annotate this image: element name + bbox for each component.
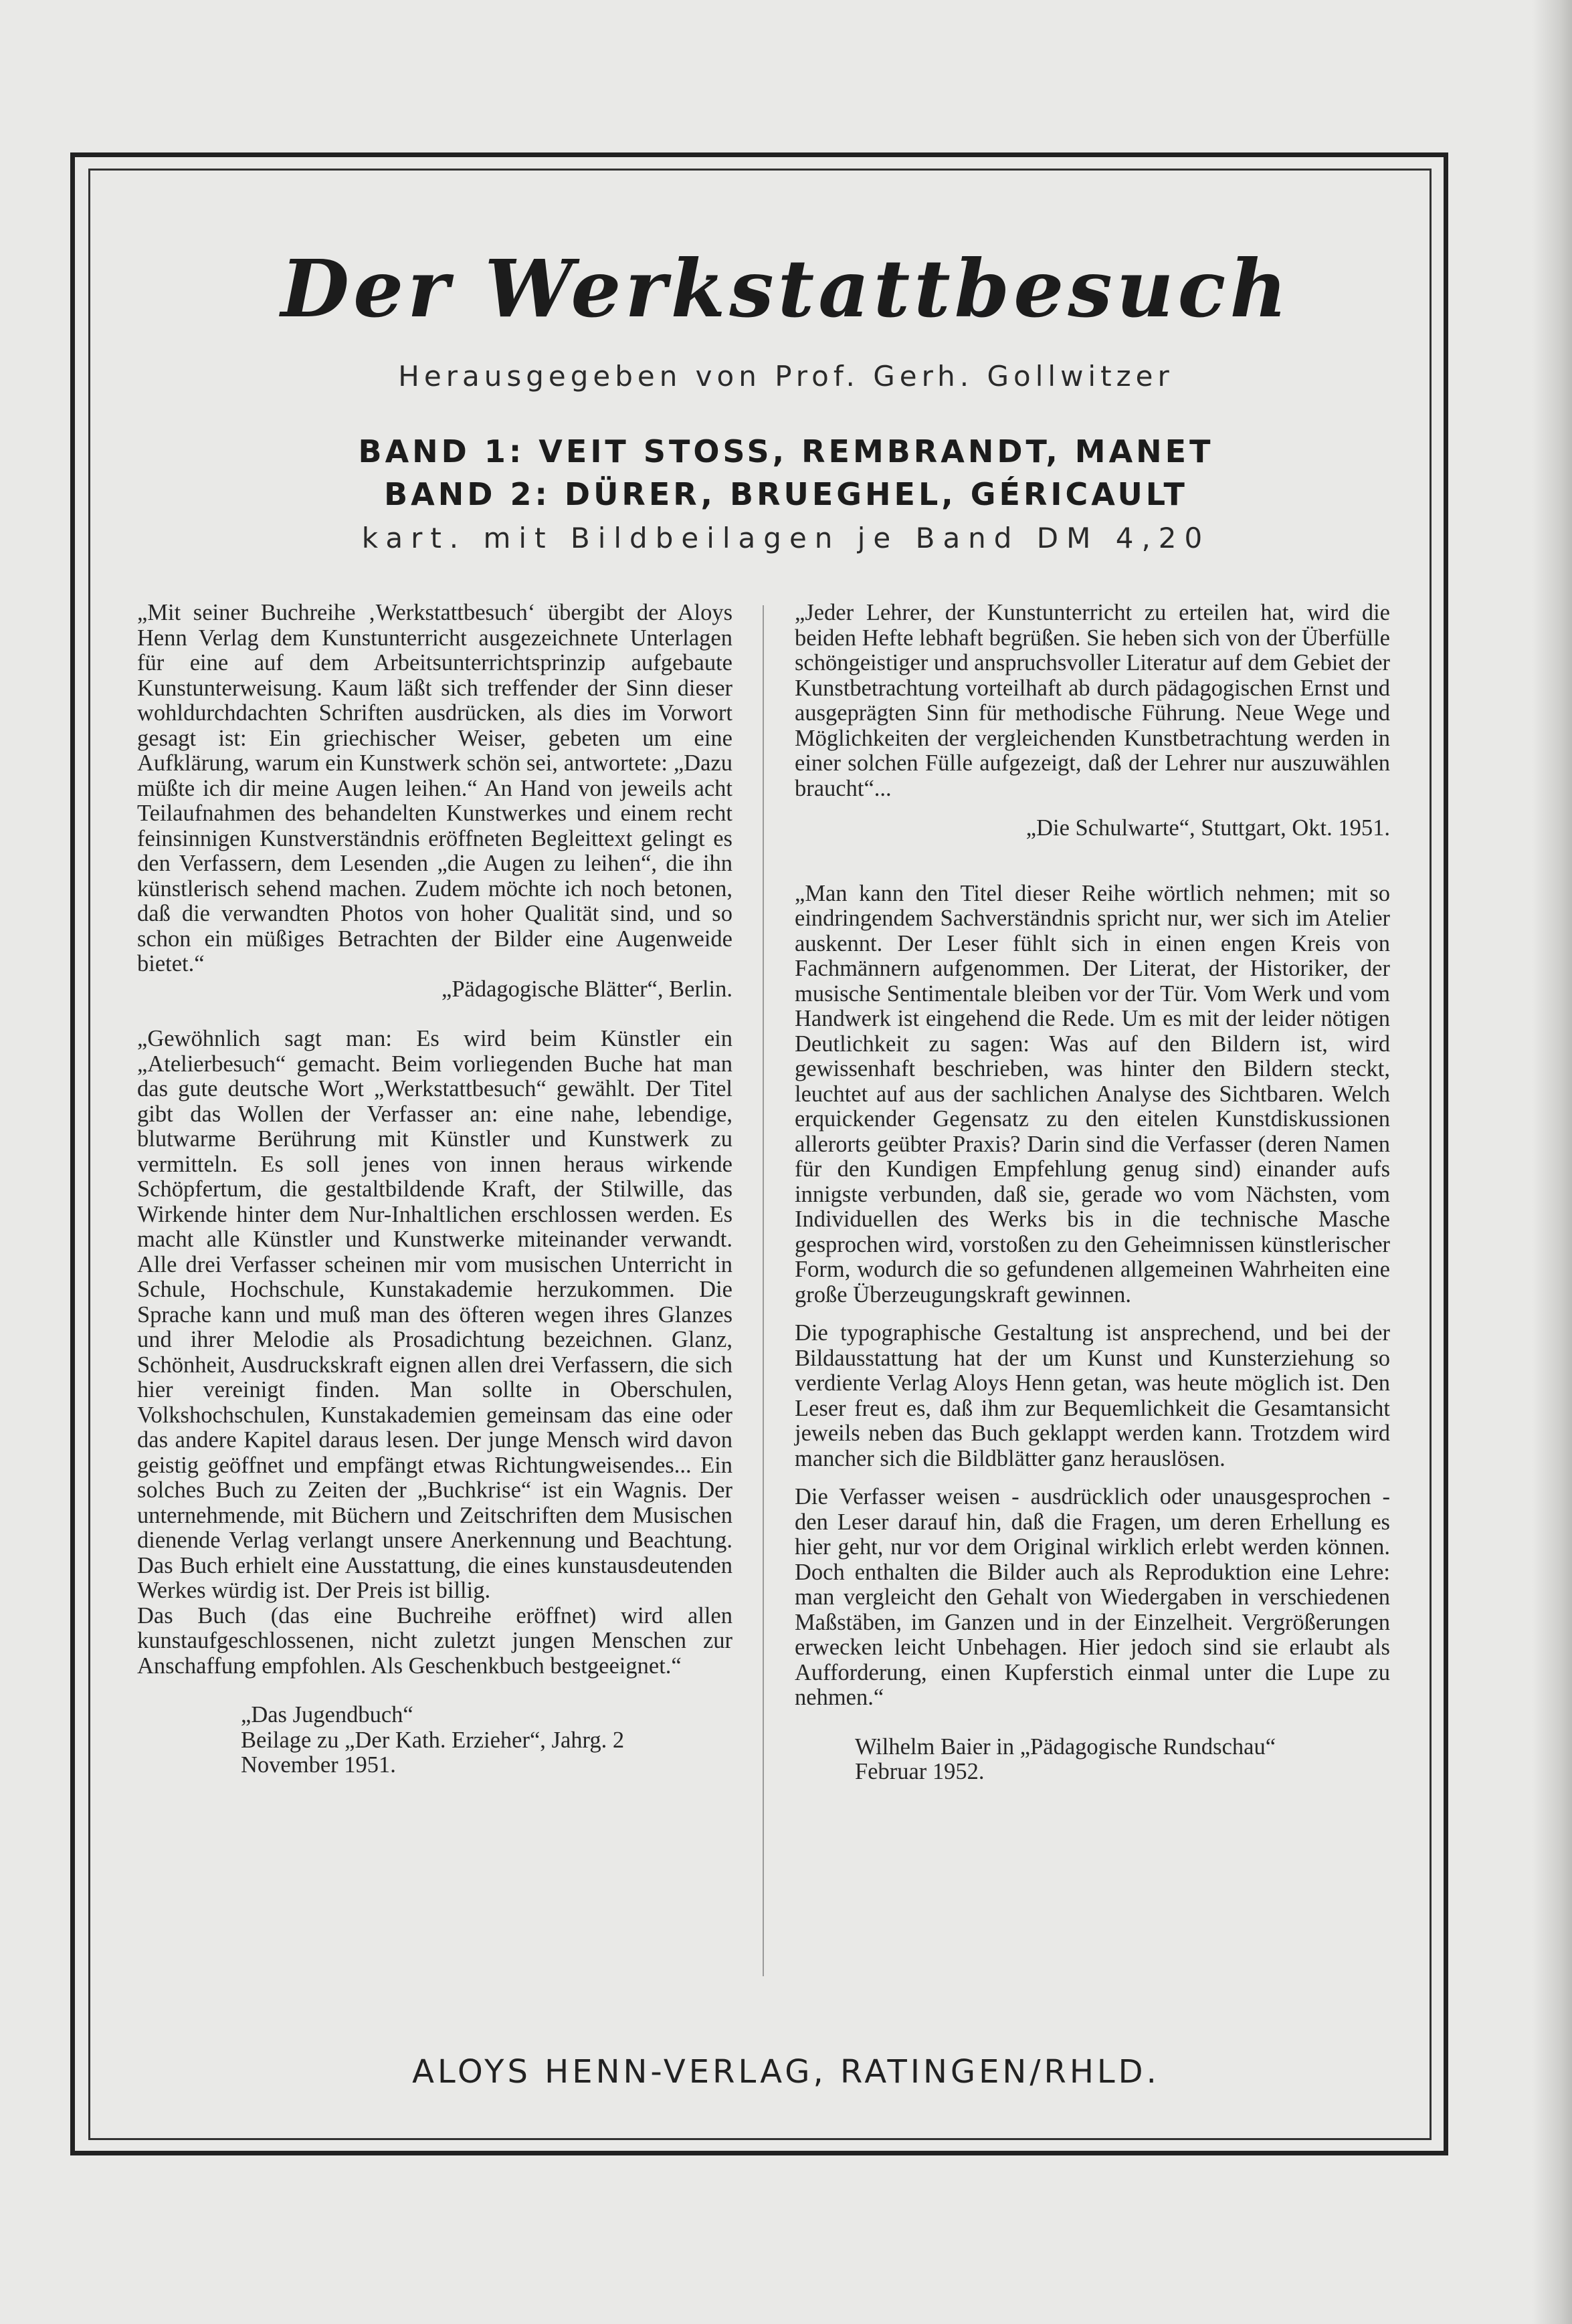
- review-paedagogische-blaetter: „Mit seiner Buchreihe ‚Werkstattbesuch‘ übergibt der Aloys Henn Verlag dem Kunstunterricht ausgezeichnete Unterlagen für eine auf dem Arbeitsunterrichtsprinzip aufgebaute Kunstunterweisung. Kaum läßt sich treffender der Sinn dieser wohldurchdachten Schriften ausdrücken, als dies im Vorwort gesagt ist: Ein griechischer Weiser, gebeten um eine Aufklärung, warum ein Kunstwerk schön sei, antwortete: „Dazu müßte ich dir meine Augen leihen.“ An Hand von jeweils acht Teilaufnahmen des behandelten Kunstwerkes und einem recht feinsinnigen Kunstverständnis eröffneten Begleittext gelingt es den Verfassern, dem Lesenden „die Augen zu leihen“, die ihn künstlerisch sehend machen. Zudem möchte ich noch betonen, daß die verwandten Photos von hoher Qualität sind, und so schon ein müßiges Betrachten der Bilder eine Augenweide bietet.“: [137, 600, 732, 976]
- band-1-line: BAND 1: VEIT STOSS, REMBRANDT, MANET: [358, 433, 1214, 469]
- column-divider: [763, 605, 764, 1976]
- left-column: [137, 601, 732, 1778]
- review-paedagogische-rundschau-p2: Die typographische Gestaltung ist ansprechend, und bei der Bildausstattung hat der um Kunst und Kunsterziehung so verdiente Verlag Aloys Henn getan, was heute möglich ist. Den Leser freut es, daß ihm zur Bequemlichkeit die Gesamtansicht jeweils neben das Buch geklappt werden kann. Trotzdem wird mancher sich die Bildblätter ganz herauslösen.: [795, 1320, 1390, 1471]
- publisher-line: ALOYS HENN-VERLAG, RATINGEN/RHLD.: [412, 2053, 1160, 2091]
- right-column: [795, 601, 1390, 1785]
- review-jugendbuch: „Gewöhnlich sagt man: Es wird beim Künstler ein „Atelierbesuch“ gemacht. Beim vorliegenden Buche hat man das gute deutsche Wort „Werkstattbesuch“ gewählt. Der Titel gibt das Wollen der Verfasser an: eine nahe, lebendige, blutwarme Berührung mit Künstler und Kunstwerk zu vermitteln. Es soll jenes von innen heraus wirkende Schöpfertum, die gestaltbildende Kraft, der Stilwille, das Wirkende hinter dem Nur-Inhaltlichen erschlossen werden. Es macht alle Künstler und Kunstwerke miteinander verwandt. Alle drei Verfasser scheinen mir vom musischen Unterricht in Schule, Hochschule, Kunstakademie herzukommen. Die Sprache kann und muß man des öfteren wegen ihres Glanzes und ihrer Melodie als Prosadichtung bezeichnen. Glanz, Schönheit, Ausdruckskraft eignen allen drei Verfassern, die sich hier vereinigt finden. Man sollte in Oberschulen, Volkshochschulen, Kunstakademien gemeinsam das eine oder das andere Kapitel daraus lesen. Der junge Mensch wird davon geistig geöffnet und empfängt etwas Richtungweisendes... Ein solches Buch zu Zeiten der „Buchkrise“ ist ein Wagnis. Der unternehmende, mit Büchern und Zeitschriften dem Musischen dienende Verlag verlangt unsere Anerkennung und Beachtung. Das Buch erhielt eine Ausstattung, die eines kunstausdeutenden Werkes würdig ist. Der Preis ist billig.: [137, 1026, 732, 1603]
- source-line: Beilage zu „Der Kath. Erzieher“, Jahrg. 2: [241, 1727, 625, 1753]
- source-line: „Das Jugendbuch“: [241, 1702, 413, 1727]
- page-title: Der Werkstattbesuch: [280, 242, 1292, 335]
- source-line: November 1951.: [241, 1752, 396, 1778]
- review-schulwarte: „Jeder Lehrer, der Kunstunterricht zu erteilen hat, wird die beiden Hefte lebhaft begrüßen. Sie heben sich von der Überfülle schöngeistiger und anspruchsvoller Literatur auf dem Gebiet der Kunstbetrachtung vorteilhaft ab durch pädagogischen Ernst und ausgeprägten Sinn für methodische Führung. Neue Wege und Möglichkeiten der vergleichenden Kunstbetrachtung werden in einer solchen Fülle aufgezeigt, daß der Lehrer nur auszuwählen braucht“...: [795, 600, 1390, 801]
- review-source: „Pädagogische Blätter“, Berlin.: [441, 976, 732, 1002]
- band-2-line: BAND 2: DÜRER, BRUEGHEL, GÉRICAULT: [384, 476, 1188, 512]
- review-source-block: [241, 1703, 732, 1778]
- source-line: Wilhelm Baier in „Pädagogische Rundschau“: [855, 1733, 1276, 1760]
- source-line: Februar 1952.: [855, 1759, 985, 1784]
- review-paedagogische-rundschau: „Man kann den Titel dieser Reihe wörtlich nehmen; mit so eindringendem Sachverständnis spricht nur, wer sich im Atelier auskennt. Der Leser fühlt sich in einen engen Kreis von Fachmännern aufgenommen. Der Literat, der Historiker, der musische Sentimentale bleiben vor der Tür. Vom Werk und vom Handwerk ist eingehend die Rede. Um es mit der leider nötigen Deutlichkeit zu sagen: Was auf den Bildern ist, wird gewissenhaft beschrieben, was hinter den Bildern steckt, leuchtet auf aus der sachlichen Analyse des Sichtbaren. Welch erquickender Gegensatz zu den eitelen Kunstdiskussionen allerorts geübter Praxis? Darin sind die Verfasser (deren Namen für den Kundigen Empfehlung genug sind) einander aufs innigste verbunden, daß sie, gerade wo vom Nächsten, vom Individuellen des Werks bis in die technische Masche gesprochen wird, vorstoßen zu den Geheimnissen künstlerischer Form, wodurch die so gefundenen allgemeinen Wahrheiten eine große Überzeugungskraft gewinnen.: [795, 880, 1390, 1307]
- review-jugendbuch-continued: Das Buch (das eine Buchreihe eröffnet) wird allen kunstaufgeschlossenen, nicht zuletzt jungen Menschen zur Anschaffung empfohlen. Als Geschenkbuch bestgeeignet.“: [137, 1602, 732, 1679]
- review-paedagogische-rundschau-p3: Die Verfasser weisen - ausdrücklich oder unausgesprochen - den Leser darauf hin, daß die Fragen, um deren Erhellung es hier geht, nur vor dem Original wirklich erlebt werden können. Doch enthalten die Bilder auch als Reproduktion eine Lehre: man vergleicht den Gehalt von Wiedergaben in verschiedenen Maßstäben, im Ganzen und in der Einzelheit. Vergrößerungen erwecken leicht Unbehagen. Hier jedoch sind sie erlaubt als Aufforderung, einen Kupferstich einmal unter die Lupe zu nehmen.“: [795, 1484, 1390, 1710]
- price-line: kart. mit Bildbeilagen je Band DM 4,20: [361, 522, 1211, 554]
- review-source-block: [855, 1735, 1390, 1785]
- editor-line: Herausgegeben von Prof. Gerh. Gollwitzer: [398, 360, 1174, 393]
- page-edge-shadow: [1532, 0, 1572, 2324]
- review-source: „Die Schulwarte“, Stuttgart, Okt. 1951.: [1025, 815, 1390, 841]
